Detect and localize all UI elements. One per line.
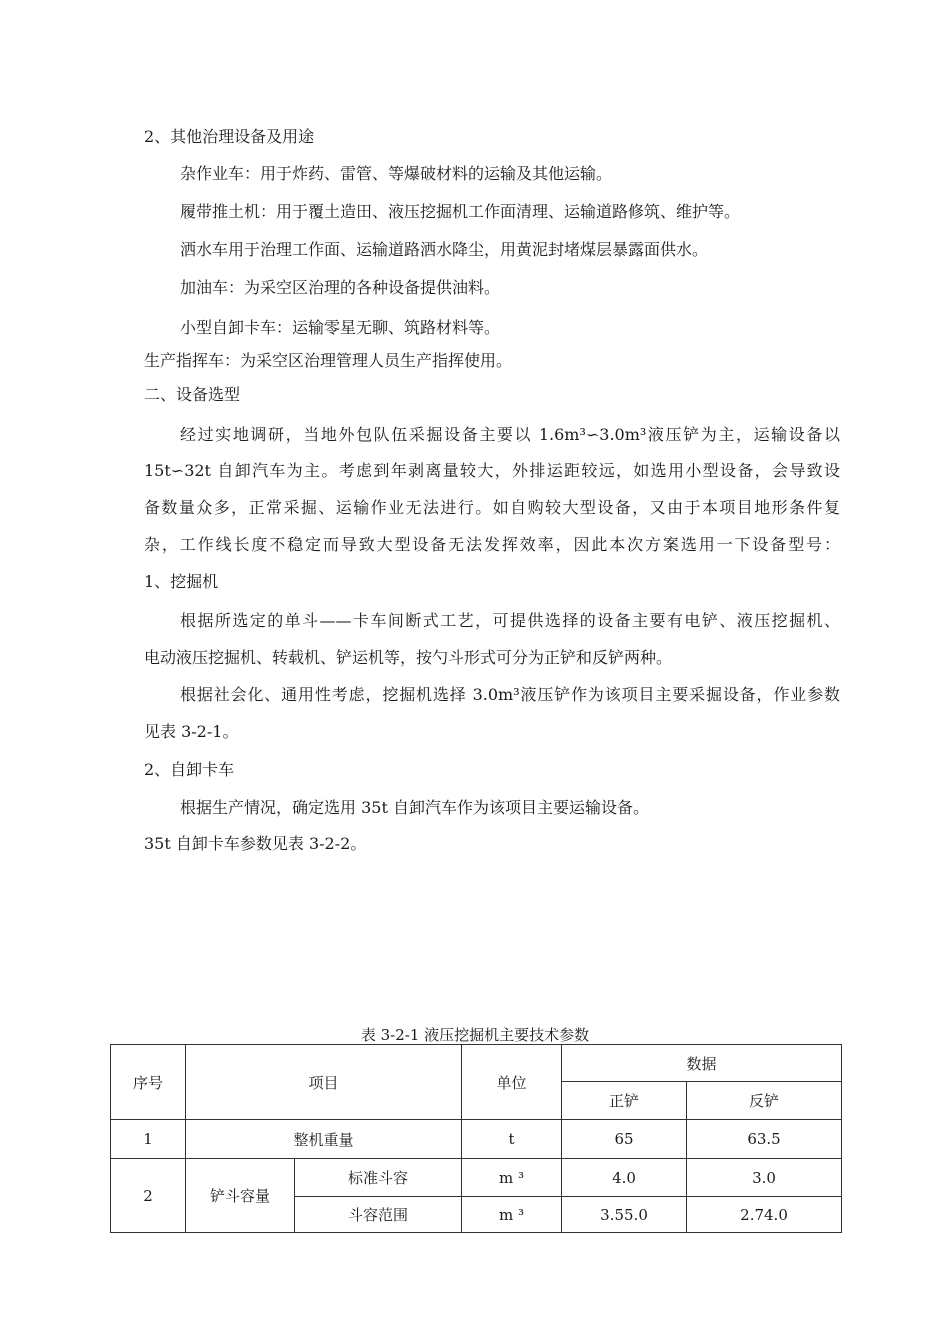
cell-subitem: 标准斗容 [295, 1159, 462, 1197]
table-header-row [111, 1045, 842, 1082]
header-front-shovel: 正铲 [562, 1082, 687, 1120]
paragraph-line: 根据生产情况，确定选用 35t 自卸汽车作为该项目主要运输设备。 [180, 798, 649, 817]
cell-item: 整机重量 [186, 1120, 462, 1159]
cell-subitem: 斗容范围 [295, 1197, 462, 1233]
cell-back: 63.5 [687, 1120, 842, 1159]
paragraph-line: 备数量众多，正常采掘、运输作业无法进行。如自购较大型设备，又由于本项目地形条件复 [144, 498, 840, 517]
cell-unit: m ³ [462, 1159, 562, 1197]
section-heading-selection: 二、设备选型 [144, 385, 241, 404]
equipment-item: 小型自卸卡车：运输零星无聊、筑路材料等。 [180, 318, 501, 337]
cell-front: 65 [562, 1120, 687, 1159]
cell-unit: t [462, 1120, 562, 1159]
equipment-item: 生产指挥车：为采空区治理管理人员生产指挥使用。 [144, 351, 513, 370]
header-back-shovel: 反铲 [687, 1082, 842, 1120]
subsection-heading-excavator: 1、挖掘机 [144, 572, 219, 591]
cell-front: 4.0 [562, 1159, 687, 1197]
header-data: 数据 [562, 1045, 842, 1082]
paragraph-line: 杂，工作线长度不稳定而导致大型设备无法发挥效率，因此本次方案选用一下设备型号： [144, 535, 840, 554]
equipment-item: 杂作业车：用于炸药、雷管、等爆破材料的运输及其他运输。 [180, 164, 613, 183]
paragraph-line: 电动液压挖掘机、转载机、铲运机等，按勺斗形式可分为正铲和反铲两种。 [144, 648, 673, 667]
paragraph-line: 见表 3-2-1。 [144, 722, 239, 741]
header-item: 项目 [186, 1045, 462, 1120]
cell-seq: 1 [111, 1120, 186, 1159]
cell-seq: 2 [111, 1159, 186, 1233]
equipment-item: 洒水车用于治理工作面、运输道路洒水降尘，用黄泥封堵煤层暴露面供水。 [180, 240, 709, 259]
excavator-spec-table [110, 1044, 842, 1233]
section-heading-other-equipment: 2、其他治理设备及用途 [144, 127, 315, 146]
header-unit: 单位 [462, 1045, 562, 1120]
cell-front: 3.55.0 [562, 1197, 687, 1233]
paragraph-line: 根据所选定的单斗——卡车间断式工艺，可提供选择的设备主要有电铲、液压挖掘机、 [180, 611, 840, 630]
table-row [111, 1159, 842, 1197]
paragraph-line: 根据社会化、通用性考虑，挖掘机选择 3.0m³液压铲作为该项目主要采掘设备，作业参数 [180, 685, 840, 704]
cell-back: 3.0 [687, 1159, 842, 1197]
header-seq: 序号 [111, 1045, 186, 1120]
equipment-item: 加油车：为采空区治理的各种设备提供油料。 [180, 278, 501, 297]
table-row [111, 1120, 842, 1159]
cell-unit: m ³ [462, 1197, 562, 1233]
paragraph-line: 经过实地调研，当地外包队伍采掘设备主要以 1.6m³∽3.0m³液压铲为主，运输设备以 [180, 425, 840, 444]
paragraph-line: 15t∽32t 自卸汽车为主。考虑到年剥离量较大，外排运距较远，如选用小型设备，会导致设 [144, 461, 840, 480]
paragraph-line: 35t 自卸卡车参数见表 3-2-2。 [144, 834, 367, 853]
table-caption: 表 3-2-1 液压挖掘机主要技术参数 [360, 1026, 590, 1044]
cell-back: 2.74.0 [687, 1197, 842, 1233]
equipment-item: 履带推土机：用于覆土造田、液压挖掘机工作面清理、运输道路修筑、维护等。 [180, 202, 741, 221]
subsection-heading-truck: 2、自卸卡车 [144, 760, 235, 779]
cell-item: 铲斗容量 [186, 1159, 295, 1233]
